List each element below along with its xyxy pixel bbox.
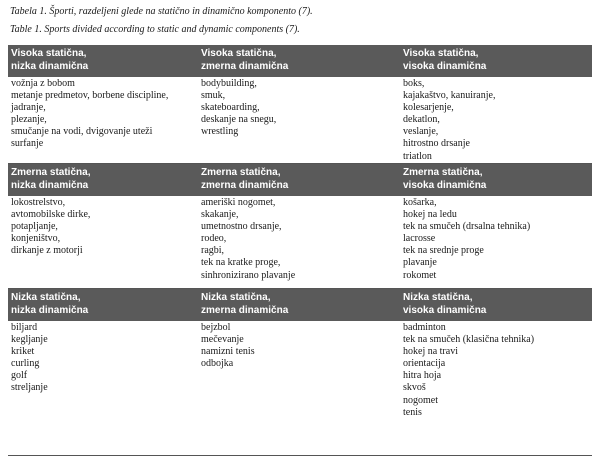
header-high-static-moderate-dynamic — [198, 48, 400, 77]
sport-item: dirkanje z motorji — [11, 245, 83, 257]
sport-item: bejzbol — [201, 322, 231, 333]
sport-item: metanje predmetov, borbene discipline, — [11, 90, 169, 102]
sport-item: biljard — [11, 322, 38, 333]
cell-moderate-static-high-dynamic — [400, 196, 592, 288]
sport-item: streljanje — [11, 382, 48, 394]
sport-item: tek na srednje proge — [403, 245, 484, 257]
sport-item: smučanje na vodi, dvigovanje uteži — [11, 126, 153, 138]
sport-item: wrestling — [201, 126, 239, 138]
sport-item: rokomet — [403, 269, 437, 281]
sport-item: mečevanje — [201, 334, 244, 346]
sport-item: rodeo, — [201, 233, 227, 245]
sport-item: potapljanje, — [11, 221, 58, 233]
sport-item: orientacija — [403, 358, 446, 370]
sports-classification-table — [8, 45, 592, 456]
sport-item: košarka, — [403, 197, 437, 208]
header-line: Zmerna statična, — [201, 167, 281, 178]
cell-high-static-high-dynamic — [400, 77, 592, 163]
sport-item: dekatlon, — [403, 114, 440, 126]
header-line: zmerna dinamična — [201, 60, 289, 72]
sport-item: vožnja z bobom — [11, 78, 75, 89]
sport-item: veslanje, — [403, 126, 439, 138]
sport-item: skakanje, — [201, 209, 239, 221]
cell-high-static-low-dynamic — [8, 77, 198, 163]
sport-item: nogomet — [403, 394, 438, 406]
sport-item: plavanje — [403, 257, 437, 269]
sport-item: triatlon — [403, 150, 432, 162]
sport-item: kolesarjenje, — [403, 102, 454, 114]
cell-moderate-static-moderate-dynamic — [198, 196, 400, 288]
sport-item: hitra hoja — [403, 370, 442, 382]
header-moderate-static-high-dynamic — [400, 167, 592, 196]
header-line: nizka dinamična — [11, 60, 89, 72]
sport-item: lacrosse — [403, 233, 436, 245]
sport-item: ragbi, — [201, 245, 225, 257]
header-line: nizka dinamična — [11, 179, 89, 191]
header-line: zmerna dinamična — [201, 179, 289, 191]
sport-item: plezanje, — [11, 114, 47, 126]
sport-item: smuk, — [201, 90, 226, 102]
sport-item: sinhronizirano plavanje — [201, 269, 296, 281]
cell-high-static-moderate-dynamic — [198, 77, 400, 163]
sport-item: konjeništvo, — [11, 233, 61, 245]
header-line: Visoka statična, — [403, 48, 479, 59]
header-line: Zmerna statična, — [11, 167, 91, 178]
table-row — [8, 196, 592, 289]
sport-item: golf — [11, 370, 28, 382]
sport-item: ameriški nogomet, — [201, 197, 276, 208]
header-line: Visoka statična, — [11, 48, 87, 59]
sport-item: hokej na ledu — [403, 209, 457, 221]
header-line: Nizka statična, — [201, 292, 271, 303]
header-moderate-static-moderate-dynamic — [198, 167, 400, 196]
sport-item: skvoš — [403, 382, 426, 394]
header-low-static-high-dynamic — [400, 292, 592, 321]
header-low-static-moderate-dynamic — [198, 292, 400, 321]
sport-item: kriket — [11, 346, 35, 358]
sport-item: tek na smučeh (drsalna tehnika) — [403, 221, 531, 233]
sport-item: umetnostno drsanje, — [201, 221, 282, 233]
sport-item: bodybuilding, — [201, 78, 257, 89]
sport-item: kegljanje — [11, 334, 48, 346]
sport-item: tek na smučeh (klasična tehnika) — [403, 334, 535, 346]
sport-item: namizni tenis — [201, 346, 255, 358]
cell-low-static-moderate-dynamic — [198, 321, 400, 455]
header-line: Visoka statična, — [201, 48, 277, 59]
table-row — [8, 77, 592, 164]
header-high-static-low-dynamic — [8, 48, 198, 77]
sport-item: deskanje na snegu, — [201, 114, 277, 126]
sport-item: curling — [11, 358, 40, 370]
sport-item: lokostrelstvo, — [11, 197, 66, 208]
sport-item: tenis — [403, 406, 422, 418]
sport-item: tek na kratke proge, — [201, 257, 281, 269]
table-caption-english: Table 1. Sports divided according to static and dynamic components (7). — [10, 24, 300, 35]
sport-item: surfanje — [11, 138, 44, 150]
header-line: visoka dinamična — [403, 304, 487, 316]
cell-low-static-low-dynamic — [8, 321, 198, 455]
sport-item: avtomobilske dirke, — [11, 209, 91, 221]
header-low-static-low-dynamic — [8, 292, 198, 321]
sport-item: hokej na travi — [403, 346, 458, 358]
sport-item: odbojka — [201, 358, 234, 370]
table-row — [8, 321, 592, 456]
header-row-high-static — [8, 45, 592, 77]
header-line: Zmerna statična, — [403, 167, 483, 178]
header-line: visoka dinamična — [403, 179, 487, 191]
sport-item: boks, — [403, 78, 425, 89]
header-row-low-static — [8, 289, 592, 321]
table-caption-slovenian: Tabela 1. Športi, razdeljeni glede na statično in dinamično komponento (7). — [10, 6, 313, 17]
sport-item: badminton — [403, 322, 446, 333]
header-line: Nizka statična, — [403, 292, 473, 303]
header-moderate-static-low-dynamic — [8, 167, 198, 196]
sport-item: skateboarding, — [201, 102, 260, 114]
sport-item: hitrostno drsanje — [403, 138, 470, 150]
cell-low-static-high-dynamic — [400, 321, 592, 455]
sport-item: kajakaštvo, kanuiranje, — [403, 90, 496, 102]
header-line: Nizka statična, — [11, 292, 81, 303]
cell-moderate-static-low-dynamic — [8, 196, 198, 288]
sport-item: jadranje, — [11, 102, 46, 114]
header-line: visoka dinamična — [403, 60, 487, 72]
header-row-moderate-static — [8, 164, 592, 196]
header-line: nizka dinamična — [11, 304, 89, 316]
header-high-static-high-dynamic — [400, 48, 592, 77]
header-line: zmerna dinamična — [201, 304, 289, 316]
